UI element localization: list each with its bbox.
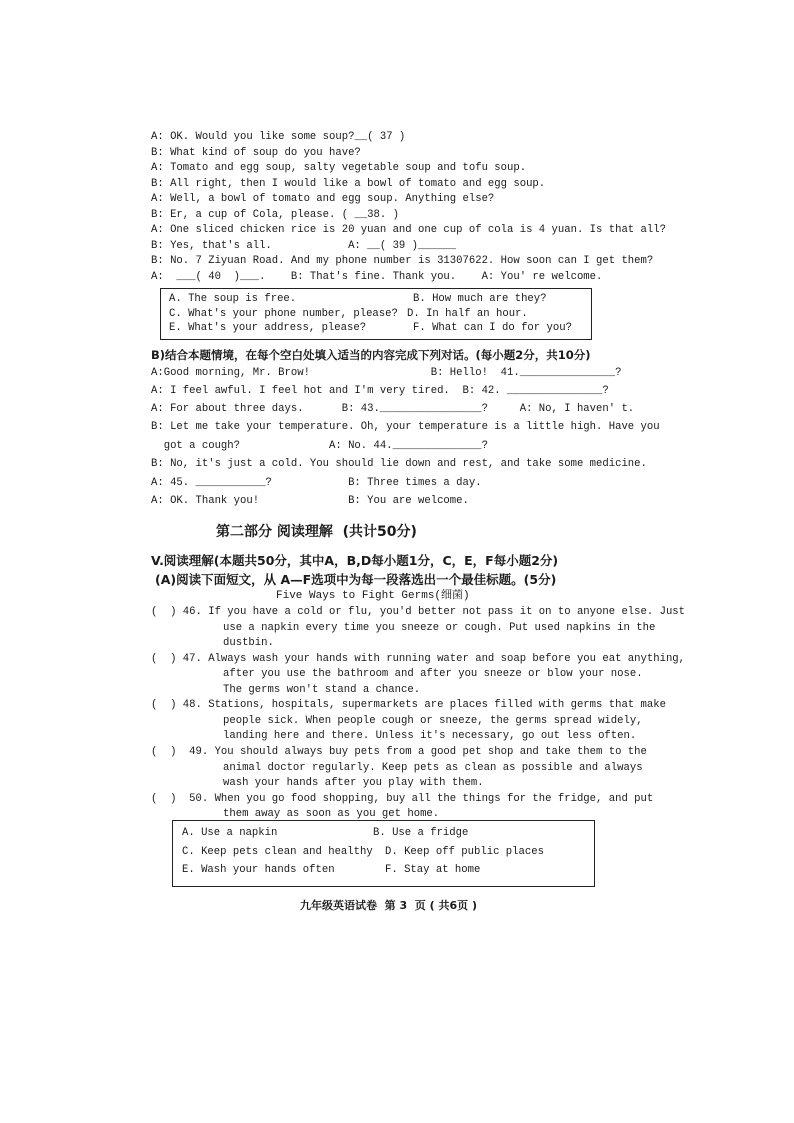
option: B. Use a fridge [373,827,469,839]
passage-item-line: The germs won't stand a chance. [223,684,421,696]
section-v-heading: V.阅读理解(本题共50分，其中A，B,D每小题1分，C，E，F每小题2分) [151,553,559,568]
option: C. Keep pets clean and healthy [182,846,373,858]
passage-item-line: use a napkin every time you sneeze or cough. Put used napkins in the [223,622,656,634]
dialogue-line: A: Well, a bowl of tomato and egg soup. Anything else? [151,193,495,205]
dialogue-line: A: Tomato and egg soup, salty vegetable soup and tofu soup. [151,162,527,174]
option: F. Stay at home [385,864,481,876]
option: F. What can I do for you? [413,322,572,334]
section-b-heading: B)结合本题情境，在每个空白处填入适当的内容完成下列对话。(每小题2分，共10分) [151,348,591,362]
passage-item-line: ( ) 49. You should always buy pets from a good pet shop and take them to the [151,746,647,758]
passage-title: Five Ways to Fight Germs(细菌) [276,590,470,602]
option: D. In half an hour. [407,308,528,320]
passage-item-line: them away as soon as you get home. [223,808,440,820]
option: C. What's your phone number, please? [169,308,398,320]
passage-item-line: landing here and there. Unless it's necessary, go out less often. [223,730,637,742]
dialogue-line: A:Good morning, Mr. Brow! B: Hello! 41._______________? [151,367,622,379]
passage-item-line: people sick. When people cough or sneeze, the germs spread widely, [223,715,643,727]
dialogue-line: A: 45. ___________? B: Three times a day. [151,477,482,489]
option: B. How much are they? [413,293,547,305]
part-two-title: 第二部分 阅读理解 (共计50分) [216,524,417,540]
section-a-heading: (A)阅读下面短文，从 A—F选项中为每一段落选出一个最佳标题。(5分) [155,572,557,587]
dialogue-line: A: ___( 40 )___. B: That's fine. Thank you. A: You' re welcome. [151,271,603,283]
dialogue-line: B: Yes, that's all. A: __( 39 )______ [151,240,457,252]
dialogue-line: B: All right, then I would like a bowl of tomato and egg soup. [151,178,546,190]
dialogue-line: A: OK. Would you like some soup?__( 37 ) [151,131,406,143]
passage-item-line: ( ) 48. Stations, hospitals, supermarkets are places filled with germs that make [151,699,666,711]
dialogue-line: B: No, it's just a cold. You should lie down and rest, and take some medicine. [151,458,647,470]
dialogue-line: B: No. 7 Ziyuan Road. And my phone number is 31307622. How soon can I get them? [151,255,654,267]
passage-item-line: wash your hands after you play with them. [223,777,484,789]
option: A. Use a napkin [182,827,278,839]
option: E. What's your address, please? [169,322,367,334]
option: E. Wash your hands often [182,864,335,876]
options-box-b [172,820,595,887]
option: A. The soup is free. [169,293,297,305]
passage-item-line: animal doctor regularly. Keep pets as clean as possible and always [223,762,643,774]
dialogue-line: A: For about three days. B: 43.________________? A: No, I haven' t. [151,403,635,415]
page-footer: 九年级英语试卷 第 3 页 ( 共6页 ) [300,899,477,912]
passage-item-line: ( ) 50. When you go food shopping, buy all the things for the fridge, and put [151,793,654,805]
dialogue-line: A: I feel awful. I feel hot and I'm very tired. B: 42. _______________? [151,385,609,397]
dialogue-line: B: Er, a cup of Cola, please. ( __38. ) [151,209,399,221]
dialogue-line: B: Let me take your temperature. Oh, your temperature is a little high. Have you [151,421,660,433]
dialogue-line: B: What kind of soup do you have? [151,147,361,159]
passage-item-line: ( ) 46. If you have a cold or flu, you'd better not pass it on to anyone else. Just [151,606,686,618]
dialogue-line: got a cough? A: No. 44.______________? [151,440,488,452]
dialogue-line: A: OK. Thank you! B: You are welcome. [151,495,469,507]
options-box-a [160,288,592,340]
passage-item-line: ( ) 47. Always wash your hands with running water and soap before you eat anything, [151,653,686,665]
passage-item-line: dustbin. [223,637,274,649]
dialogue-line: A: One sliced chicken rice is 20 yuan and one cup of cola is 4 yuan. Is that all? [151,224,666,236]
passage-item-line: after you use the bathroom and after you sneeze or blow your nose. [223,668,643,680]
option: D. Keep off public places [385,846,544,858]
